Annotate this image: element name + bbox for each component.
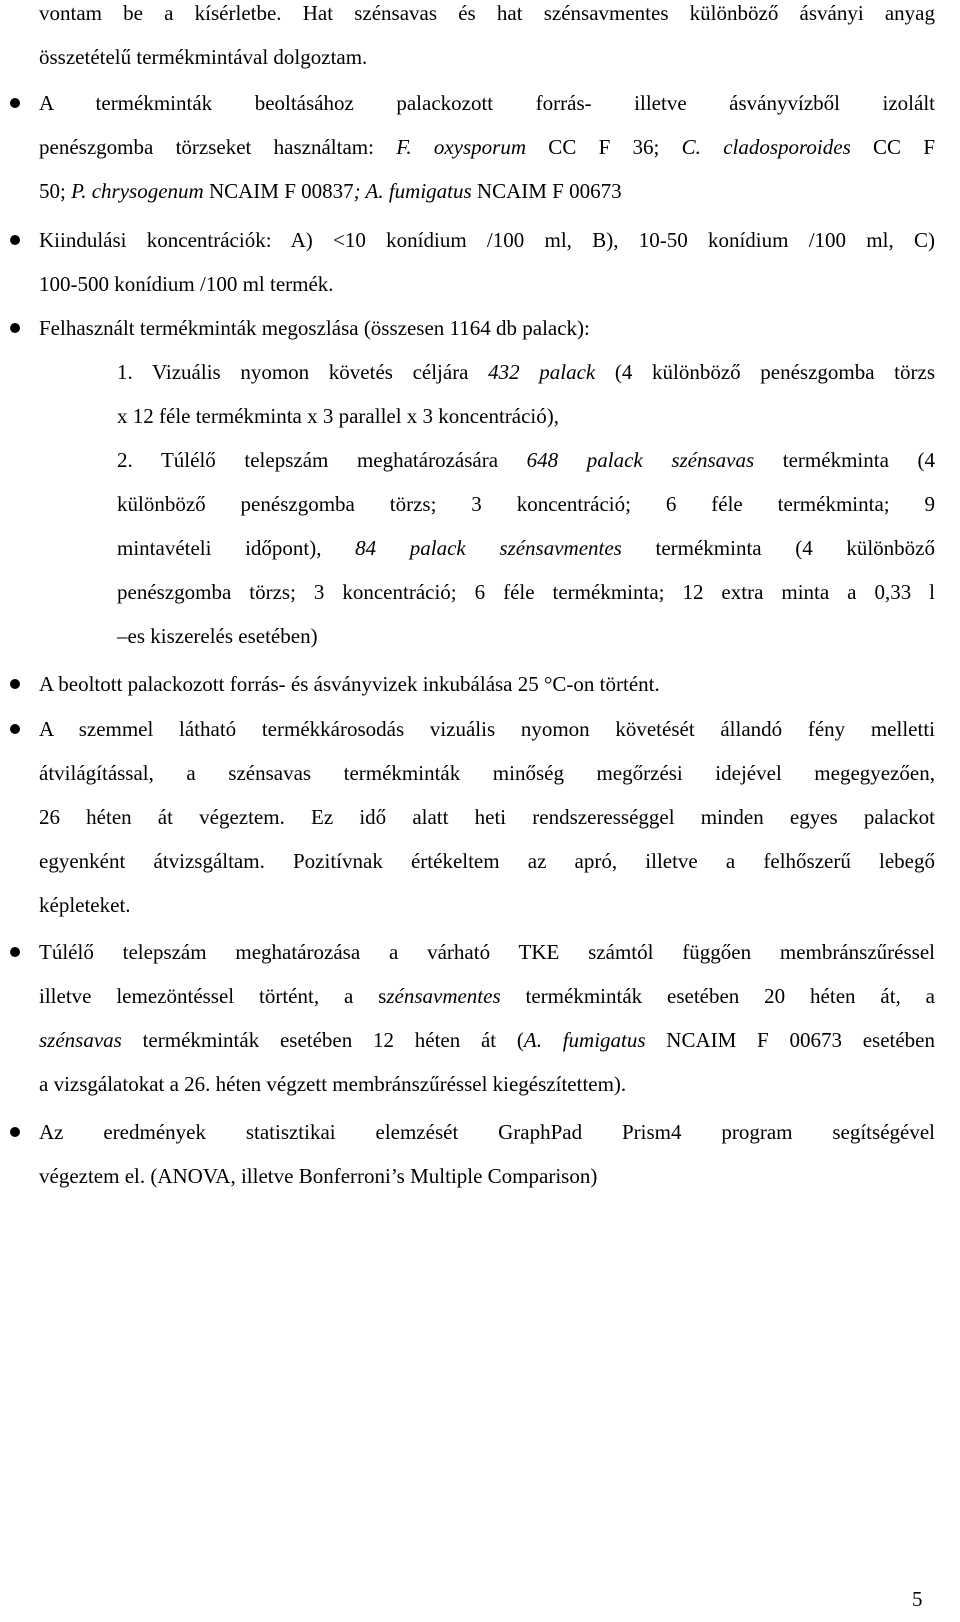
bullet-text-line: Az eredmények statisztikai elemzését GraphPad Prism4 program segítségével xyxy=(39,1120,935,1144)
bullet-text-line: 26 héten át végeztem. Ez idő alatt heti rendszerességgel minden egyes palackot xyxy=(39,805,935,829)
species-name: ; A. fumigatus xyxy=(353,179,472,203)
bullet-icon xyxy=(10,947,20,957)
bullet-text-line: Felhasznált termékminták megoszlása (összesen 1164 db palack): xyxy=(39,316,590,340)
bullet-text-line: A termékminták beoltásához palackozott forrás- illetve ásványvízből izolált xyxy=(39,91,935,115)
bullet-text-line: átvilágítással, a szénsavas termékminták minőség megőrzési idejével megegyezően, xyxy=(39,761,935,785)
paragraph-line: vontam be a kísérletbe. Hat szénsavas és hat szénsavmentes különböző ásványi anyag xyxy=(39,1,935,25)
bullet-text-line: képleteket. xyxy=(39,893,131,917)
numbered-item-line: x 12 féle termékminta x 3 parallel x 3 koncentráció), xyxy=(117,404,559,428)
numbered-item-line: –es kiszerelés esetében) xyxy=(117,624,318,648)
bullet-icon xyxy=(10,679,20,689)
bullet-icon xyxy=(10,724,20,734)
numbered-item-line: mintavételi időpont), 84 palack szénsavmentes termékminta (4 különböző xyxy=(117,536,936,560)
numbered-item-line: 1. Vizuális nyomon követés céljára 432 palack (4 különböző penészgomba törzs xyxy=(117,360,935,384)
bullet-text-line: 100-500 konídium /100 ml termék. xyxy=(39,272,334,296)
bullet-text-line: illetve lemezöntéssel történt, a szénsavmentes termékminták esetében 20 héten át, a xyxy=(39,984,936,1008)
bullet-text-line: Túlélő telepszám meghatározása a várható TKE számtól függően membránszűréssel xyxy=(39,940,935,964)
page-number: 5 xyxy=(912,1587,923,1611)
bullet-text-line: 50; P. chrysogenum NCAIM F 00837; A. fumigatus NCAIM F 00673 xyxy=(39,179,622,203)
numbered-item-line: penészgomba törzs; 3 koncentráció; 6 féle termékminta; 12 extra minta a 0,33 l xyxy=(117,580,935,604)
bullet-text-line: A beoltott palackozott forrás- és ásványvizek inkubálása 25 °C-on történt. xyxy=(39,672,660,696)
species-name: A. fumigatus xyxy=(523,1028,646,1052)
bullet-text-line: szénsavas termékminták esetében 12 héten át (A. fumigatus NCAIM F 00673 esetében xyxy=(39,1028,936,1052)
bullet-text-line: penészgomba törzseket használtam: F. oxysporum CC F 36; C. cladosporoides CC F xyxy=(39,135,936,159)
bullet-text-line: egyenként átvizsgáltam. Pozitívnak értékeltem az apró, illetve a felhőszerű lebegő xyxy=(39,849,935,873)
paragraph-line: összetételű termékmintával dolgoztam. xyxy=(39,45,368,69)
bullet-icon xyxy=(10,323,20,333)
bullet-text-line: A szemmel látható termékkárosodás vizuális nyomon követését állandó fény melletti xyxy=(39,717,935,741)
bullet-icon xyxy=(10,98,20,108)
species-name: F. oxysporum xyxy=(396,135,527,159)
bullet-text-line: végeztem el. (ANOVA, illetve Bonferroni’s Multiple Comparison) xyxy=(39,1164,598,1188)
bullet-icon xyxy=(10,235,20,245)
bullet-text-line: Kiindulási koncentrációk: A) <10 konídium /100 ml, B), 10-50 konídium /100 ml, C) xyxy=(39,228,935,252)
bullet-text-line: a vizsgálatokat a 26. héten végzett membránszűréssel kiegészítettem). xyxy=(39,1072,627,1096)
species-name: C. cladosporoides xyxy=(681,135,851,159)
bullet-icon xyxy=(10,1127,20,1137)
numbered-item-line: 2. Túlélő telepszám meghatározására 648 palack szénsavas termékminta (4 xyxy=(117,448,935,472)
species-name: P. chrysogenum xyxy=(71,179,204,203)
numbered-item-line: különböző penészgomba törzs; 3 koncentráció; 6 féle termékminta; 9 xyxy=(117,492,935,516)
